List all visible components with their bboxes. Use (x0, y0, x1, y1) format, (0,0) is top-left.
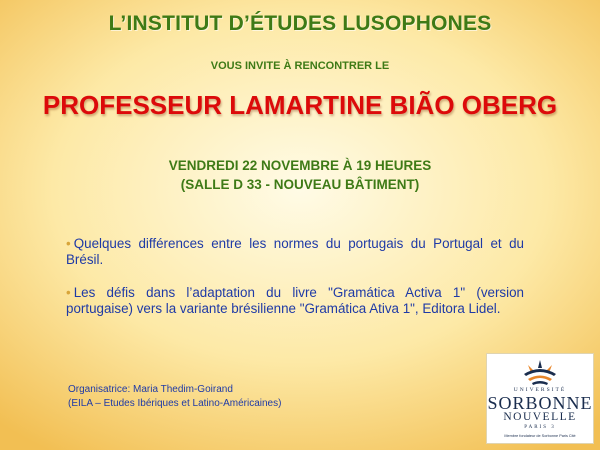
logo-paris: PARIS 3 (524, 425, 556, 430)
logo-sorbonne: SORBONNE (487, 393, 593, 413)
event-details (0, 156, 600, 194)
sorbonne-nouvelle-logo (486, 353, 594, 444)
logo-member-caption: Membre fondateur de Sorbonne Paris Cité (504, 434, 576, 438)
logo-universite: UNIVERSITÉ (513, 387, 567, 393)
bullet-icon: • (66, 236, 71, 251)
organiser-block (68, 383, 281, 411)
speaker-name: PROFESSEUR LAMARTINE BIÃO OBERG (42, 90, 558, 120)
event-room: (SALLE D 33 - NOUVEAU BÂTIMENT) (180, 177, 420, 192)
organiser-department: (EILA – Etudes Ibériques et Latino-Américaines) (68, 398, 282, 409)
organiser-name: Organisatrice: Maria Thedim-Goirand (68, 384, 233, 395)
sorbonne-emblem-icon (520, 358, 560, 386)
topic-text: Les défis dans l’adaptation du livre "Gramática Activa 1" (version portugaise) vers la variante brésilienne "Gramática Ativa 1", Editora Lidel. (66, 285, 524, 316)
topic-item (66, 236, 524, 268)
bullet-icon: • (66, 285, 71, 300)
invitation-subtitle: VOUS INVITE À RENCONTRER LE (210, 60, 390, 72)
topic-text: Quelques différences entre les normes du portugais du Portugal et du Brésil. (66, 236, 524, 267)
event-date: VENDREDI 22 NOVEMBRE À 19 HEURES (168, 158, 432, 173)
topic-item (66, 285, 524, 317)
logo-nouvelle: NOUVELLE (503, 411, 577, 423)
institute-title: L’INSTITUT D’ÉTUDES LUSOPHONES (108, 12, 492, 35)
topic-list (66, 236, 524, 334)
